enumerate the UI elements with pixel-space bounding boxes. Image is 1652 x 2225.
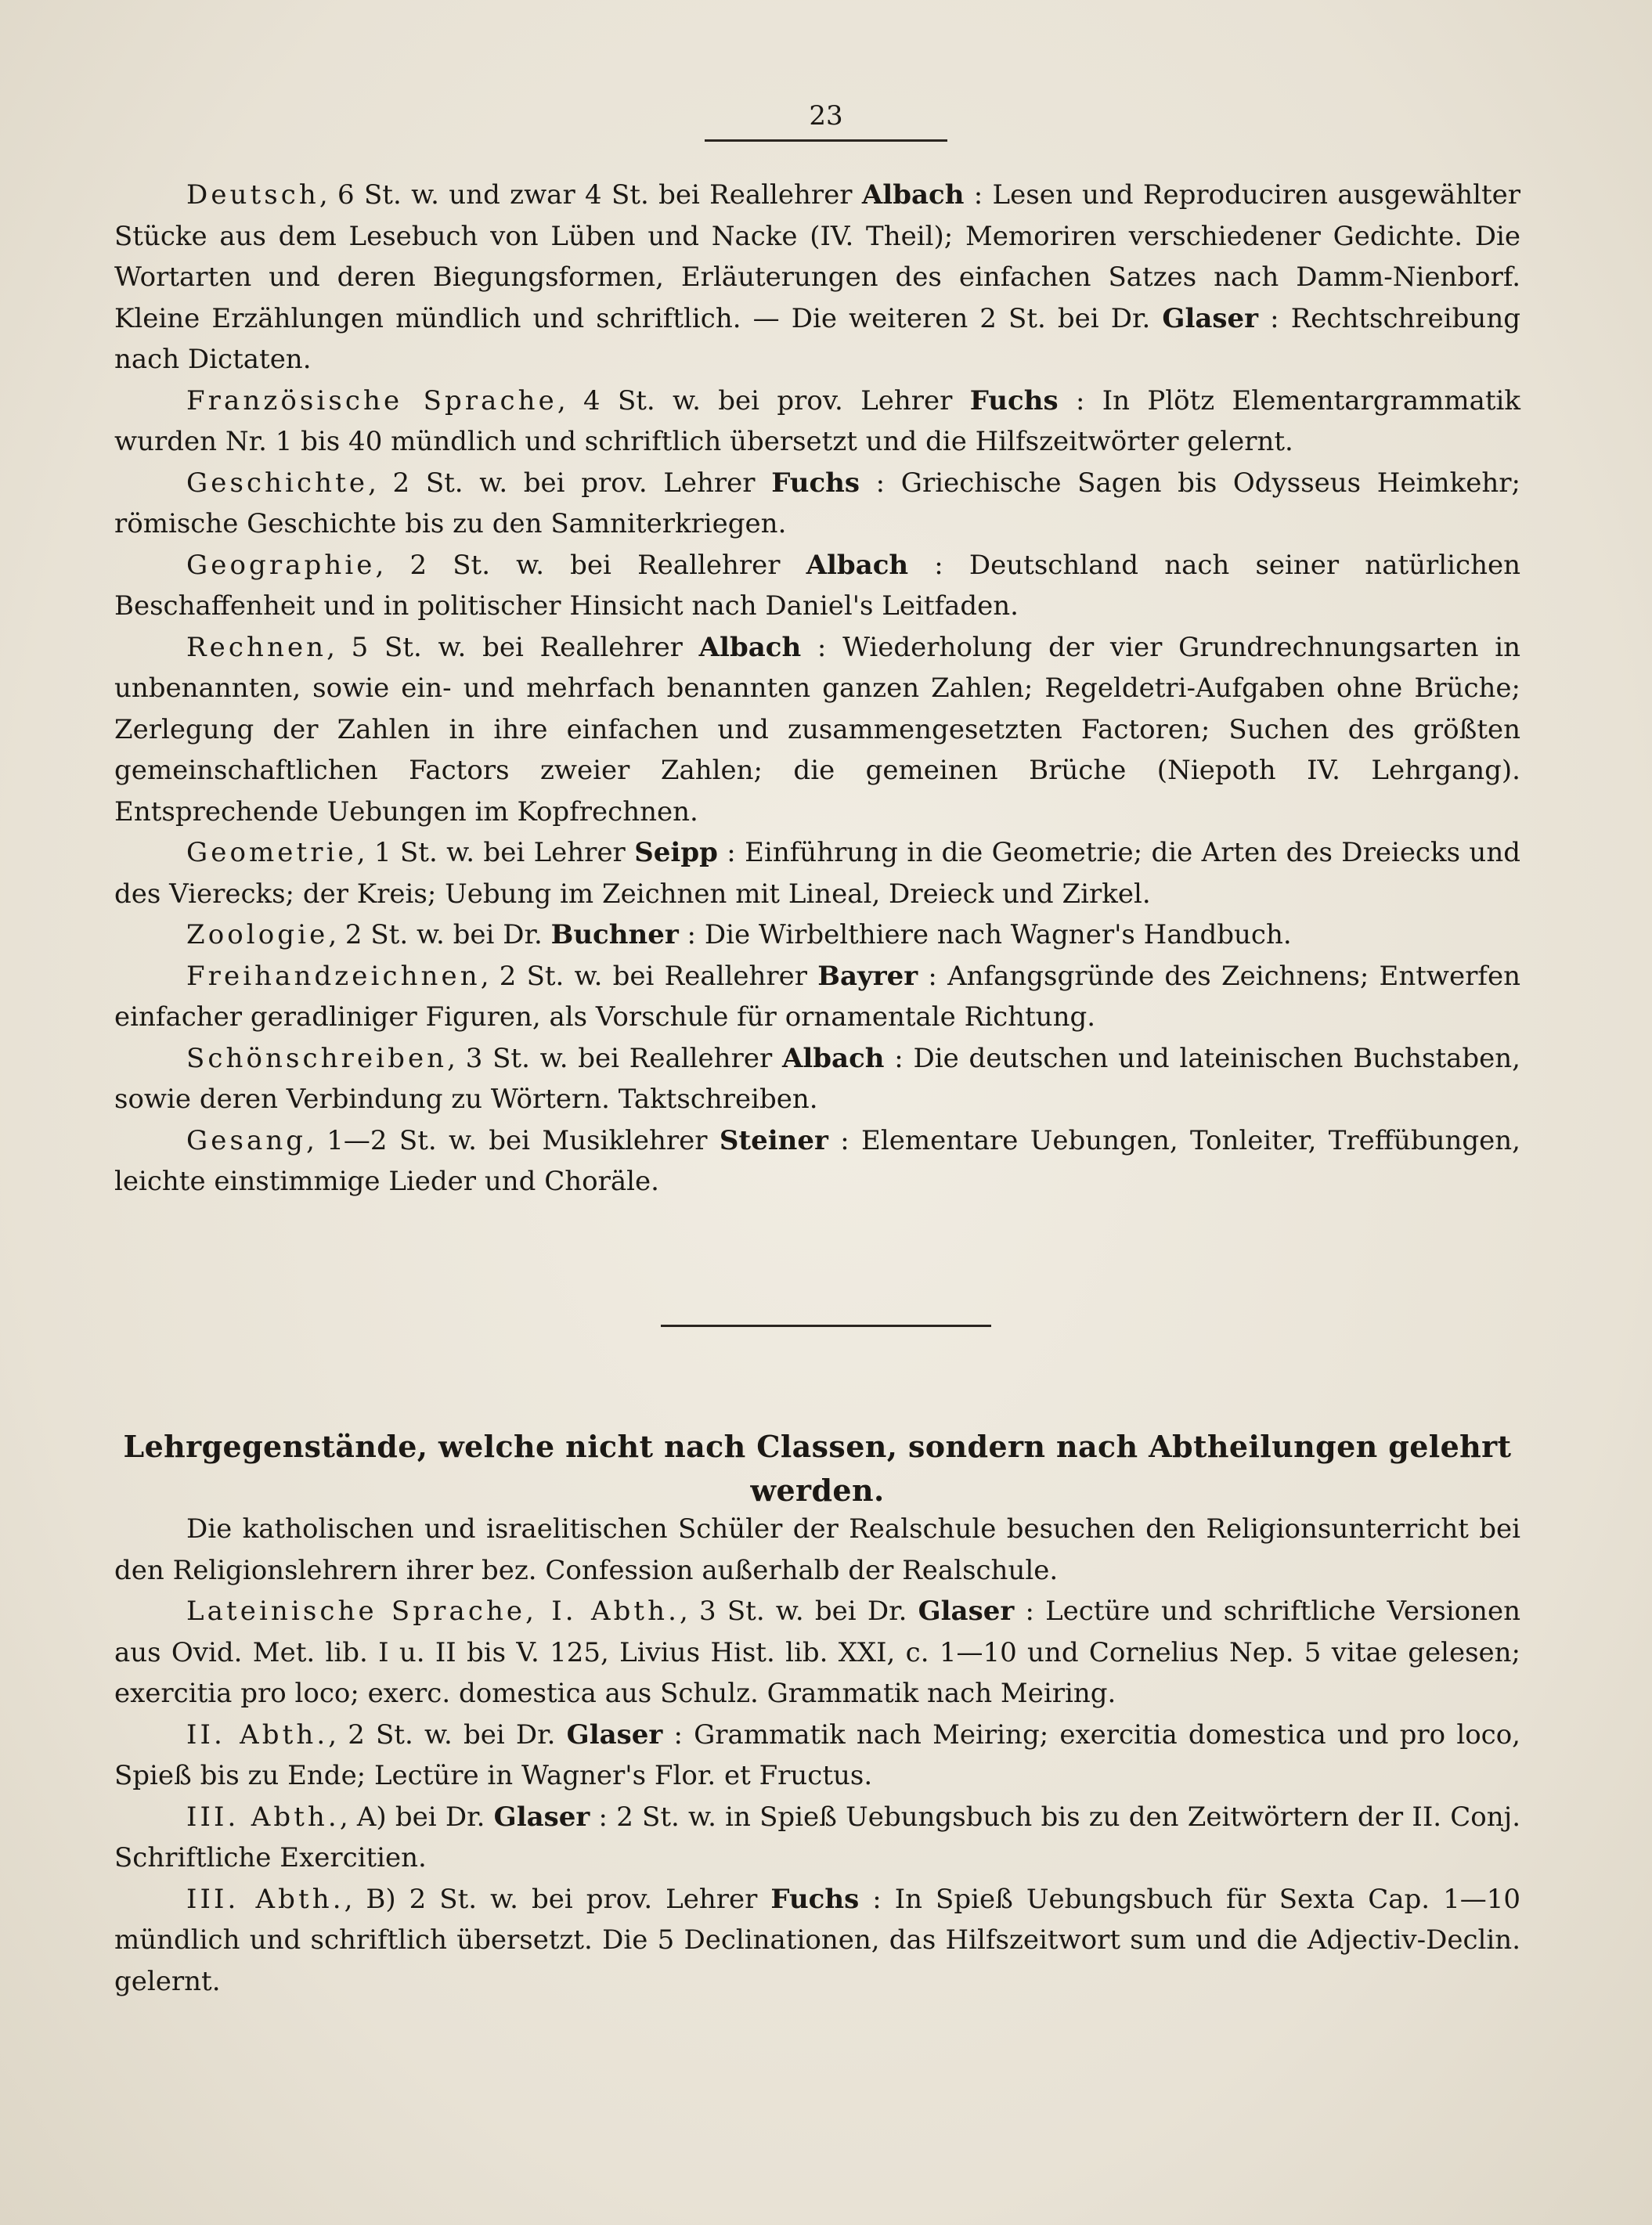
- paragraph-text: , 1—2 St. w. bei Musiklehrer: [306, 1124, 720, 1156]
- subject-paragraph: [114, 956, 1520, 1038]
- paragraph-text: : Grammatik nach Meiring; exercitia domestica und pro loco, Spieß bis zu Ende; Lectüre in Wagner's Flor. et Fructus.: [114, 1718, 1520, 1791]
- teacher-name: Seipp: [634, 837, 718, 868]
- subject-name: Französische Sprache: [186, 384, 557, 417]
- subject-paragraph: [114, 1591, 1520, 1715]
- paragraph-text: : Griechische Sagen bis Odysseus Heimkehr; römische Geschichte bis zu den Samniterkriegen.: [114, 467, 1521, 539]
- subject-paragraph: [114, 463, 1520, 545]
- paragraph-text: , 2 St. w. bei prov. Lehrer: [368, 467, 772, 499]
- subject-paragraph: [114, 832, 1520, 914]
- subject-name: II. Abth.: [186, 1718, 329, 1751]
- paragraph-text: , 2 St. w. bei Dr.: [328, 919, 551, 950]
- teacher-name: Fuchs: [771, 467, 860, 499]
- paragraph-text: : Deutschland nach seiner natürlichen Beschaffenheit und in politischer Hinsicht nach Daniel's Leitfaden.: [114, 549, 1520, 622]
- teacher-name: Albach: [806, 549, 909, 581]
- paragraph-text: , 1 St. w. bei Lehrer: [356, 837, 635, 868]
- subject-paragraph: [114, 914, 1520, 956]
- header-rule: [705, 139, 947, 142]
- teacher-name: Bayrer: [817, 960, 918, 992]
- subject-name: Schönschreiben: [186, 1042, 448, 1074]
- subject-paragraph: [114, 1509, 1520, 1591]
- subject-paragraph: [114, 1715, 1520, 1797]
- paragraph-text: : Lesen und Reproduciren ausgewählter Stücke aus dem Lesebuch von Lüben und Nacke (IV. Theil); Memoriren verschiedener Gedichte. Die Wortarten und deren Biegungsformen, Erläuterungen des einfachen Satzes nach Damm-Nienborf. Kleine Erzählungen mündlich und schriftlich. — Die weiteren 2 St. bei Dr.: [114, 179, 1521, 334]
- teacher-name: Albach: [861, 179, 965, 211]
- paragraph-text: : Einführung in die Geometrie; die Arten des Dreiecks und des Vierecks; der Kreis; Uebung im Zeichnen mit Lineal, Dreieck und Zirkel.: [114, 837, 1520, 910]
- page-number: 23: [809, 100, 843, 132]
- subject-name: III. Abth.: [186, 1801, 340, 1833]
- paragraph-text: : Anfangsgründe des Zeichnens; Entwerfen einfacher geradliniger Figuren, als Vorschule für ornamentale Richtung.: [114, 960, 1520, 1033]
- subject-paragraph: [114, 1797, 1520, 1879]
- paragraph-text: : In Spieß Uebungsbuch für Sexta Cap. 1—10 mündlich und schriftlich übersetzt. Die 5 Declinationen, das Hilfszeitwort sum und die Adjectiv-Declin. gelernt.: [114, 1883, 1520, 1997]
- subject-paragraph: [114, 627, 1520, 833]
- teacher-name: Glaser: [493, 1801, 590, 1833]
- class-curriculum-section: [114, 175, 1520, 1203]
- subject-name: Deutsch: [186, 179, 319, 211]
- subject-name: Geometrie: [186, 837, 357, 868]
- teacher-name: Albach: [698, 631, 802, 663]
- paragraph-text: : Wiederholung der vier Grundrechnungsarten in unbenannten, sowie ein- und mehrfach benannten ganzen Zahlen; Regeldetri-Aufgaben ohne Brüche; Zerlegung der Zahlen in ihre einfachen und zusammengesetzten Factoren; Suchen des größten gemeinschaftlichen Factors zweier Zahlen; die gemeinen Brüche (Niepoth IV. Lehrgang). Entsprechende Uebungen im Kopfrechnen.: [114, 631, 1520, 828]
- subject-name: Lateinische Sprache, I. Abth.: [186, 1596, 680, 1627]
- teacher-name: Glaser: [566, 1718, 663, 1751]
- teacher-name: Albach: [781, 1042, 885, 1074]
- subject-name: Geographie: [186, 549, 376, 581]
- section-heading: Lehrgegenstände, welche nicht nach Classen, sondern nach Abtheilungen gelehrt werden.: [123, 1429, 1512, 1508]
- paragraph-text: , 5 St. w. bei Reallehrer: [326, 631, 699, 663]
- subject-paragraph: [114, 1120, 1520, 1203]
- subject-name: Freihandzeichnen: [186, 960, 481, 992]
- subject-paragraph: [114, 175, 1520, 380]
- section-divider: [661, 1325, 991, 1327]
- paragraph-text: : Rechtschreibung nach Dictaten.: [114, 302, 1520, 375]
- subject-paragraph: [114, 1038, 1520, 1120]
- paragraph-text: : Die deutschen und lateinischen Buchstaben, sowie deren Verbindung zu Wörtern. Taktschreiben.: [114, 1042, 1520, 1115]
- teacher-name: Fuchs: [770, 1883, 860, 1915]
- teacher-name: Glaser: [1162, 302, 1259, 334]
- paragraph-text: : In Plötz Elementargrammatik wurden Nr. 1 bis 40 mündlich und schriftlich übersetzt und die Hilfszeitwörter gelernt.: [114, 384, 1520, 457]
- paragraph-text: , 6 St. w. und zwar 4 St. bei Reallehrer: [319, 179, 862, 211]
- subject-paragraph: [114, 1879, 1520, 2003]
- teacher-name: Steiner: [719, 1124, 828, 1156]
- subject-name: Rechnen: [186, 631, 327, 663]
- subject-name: Gesang: [186, 1124, 307, 1156]
- paragraph-text: , 2 St. w. bei Dr.: [328, 1718, 567, 1751]
- paragraph-text: , A) bei Dr.: [339, 1801, 494, 1833]
- paragraph-text: : Elementare Uebungen, Tonleiter, Treffübungen, leichte einstimmige Lieder und Choräle.: [114, 1124, 1520, 1197]
- department-curriculum-section: [114, 1509, 1520, 2002]
- subject-name: Geschichte: [186, 467, 369, 499]
- subject-paragraph: [114, 545, 1520, 627]
- teacher-name: Buchner: [550, 919, 679, 950]
- paragraph-text: : 2 St. w. in Spieß Uebungsbuch bis zu den Zeitwörtern der II. Conj. Schriftliche Exercitien.: [114, 1801, 1521, 1873]
- paragraph-text: , 4 St. w. bei prov. Lehrer: [557, 384, 970, 417]
- subject-paragraph: [114, 380, 1520, 463]
- paragraph-text: , 2 St. w. bei Reallehrer: [480, 960, 818, 992]
- paragraph-text: , 3 St. w. bei Reallehrer: [447, 1042, 782, 1074]
- teacher-name: Fuchs: [969, 384, 1059, 417]
- paragraph-text: Die katholischen und israelitischen Schüler der Realschule besuchen den Religionsunterricht bei den Religionslehrern ihrer bez. Confession außerhalb der Realschule.: [114, 1513, 1520, 1586]
- paragraph-text: , 2 St. w. bei Reallehrer: [375, 549, 806, 581]
- teacher-name: Glaser: [918, 1596, 1015, 1627]
- paragraph-text: , 3 St. w. bei Dr.: [680, 1596, 918, 1627]
- paragraph-text: : Lectüre und schriftliche Versionen aus Ovid. Met. lib. I u. II bis V. 125, Livius Hist. lib. XXI, c. 1—10 und Cornelius Nep. 5 vitae gelesen; exercitia pro loco; exerc. domestica aus Schulz. Grammatik nach Meiring.: [114, 1596, 1520, 1709]
- subject-name: III. Abth.: [186, 1883, 344, 1915]
- paragraph-text: : Die Wirbelthiere nach Wagner's Handbuch.: [678, 919, 1292, 950]
- paragraph-text: , B) 2 St. w. bei prov. Lehrer: [344, 1883, 771, 1915]
- subject-name: Zoologie: [186, 919, 329, 950]
